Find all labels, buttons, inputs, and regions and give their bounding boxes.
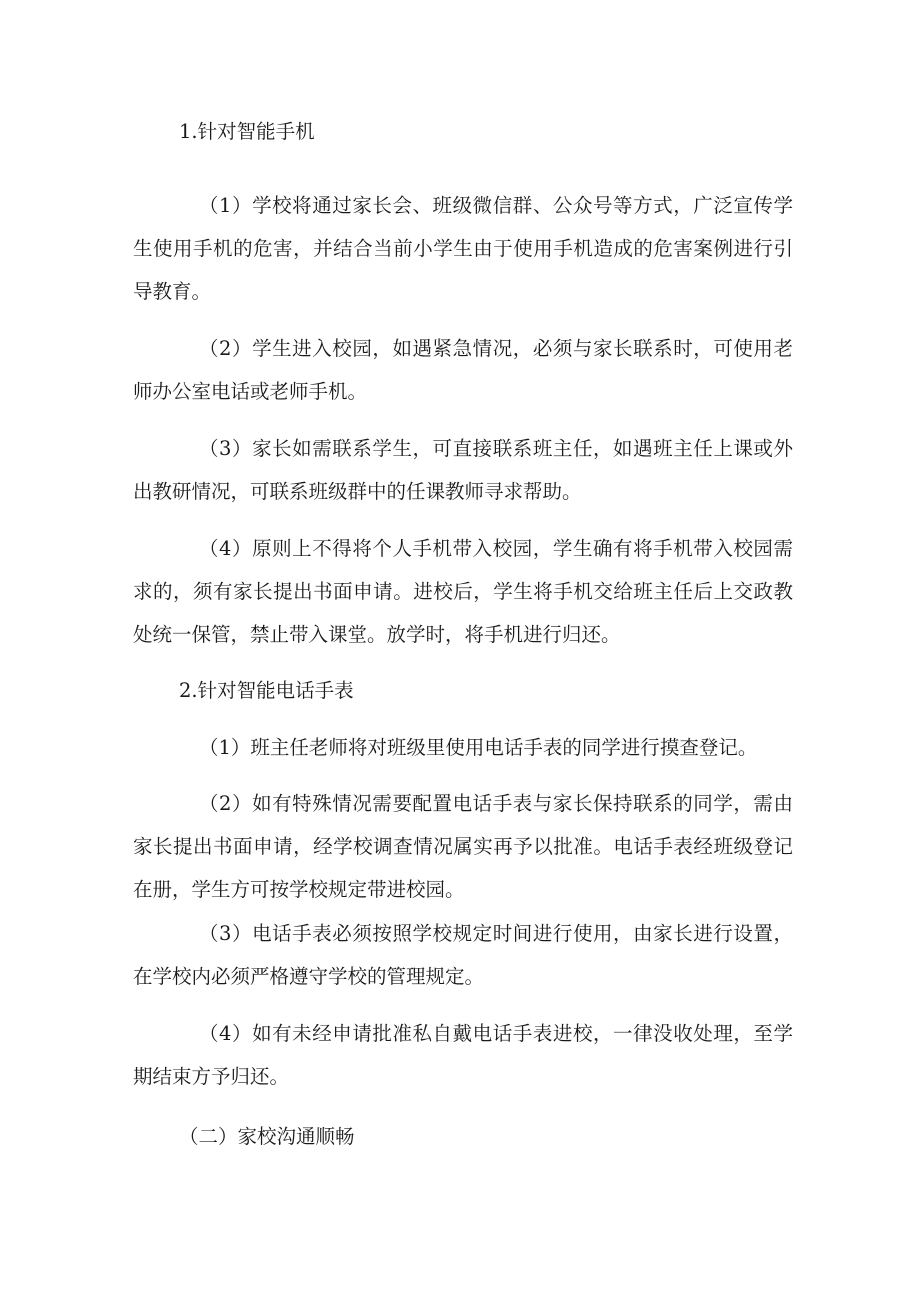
section-heading-smartwatches: 2.针对智能电话手表 bbox=[179, 679, 354, 702]
section-heading-smartphones: 1.针对智能手机 bbox=[179, 120, 315, 143]
paragraph-watch-rule-2: （2）如有特殊情况需要配置电话手表与家长保持联系的同学，需由家长提出书面申请，经学校调查情况属实再予以批准。电话手表经班级登记在册，学生方可按学校规定带进校园。 bbox=[133, 792, 793, 901]
paragraph-watch-rule-1: （1）班主任老师将对班级里使用电话手表的同学进行摸查登记。 bbox=[199, 736, 758, 759]
paragraph-phone-rule-4: （4）原则上不得将个人手机带入校园，学生确有将手机带入校园需求的，须有家长提出书面申请。进校后，学生将手机交给班主任后上交政教处统一保管，禁止带入课堂。放学时，将手机进行归还。 bbox=[133, 537, 793, 646]
paragraph-watch-rule-4: （4）如有未经申请批准私自戴电话手表进校，一律没收处理，至学期结束方予归还。 bbox=[133, 1022, 793, 1088]
section-heading-home-school-communication: （二）家校沟通顺畅 bbox=[179, 1125, 355, 1148]
paragraph-watch-rule-3: （3）电话手表必须按照学校规定时间进行使用，由家长进行设置，在学校内必须严格遵守学校的管理规定。 bbox=[133, 922, 793, 988]
paragraph-phone-rule-2: （2）学生进入校园，如遇紧急情况，必须与家长联系时，可使用老师办公室电话或老师手机。 bbox=[133, 337, 793, 403]
paragraph-phone-rule-3: （3）家长如需联系学生，可直接联系班主任，如遇班主任上课或外出教研情况，可联系班级群中的任课教师寻求帮助。 bbox=[133, 437, 793, 503]
paragraph-phone-rule-1: （1）学校将通过家长会、班级微信群、公众号等方式，广泛宣传学生使用手机的危害，并结合当前小学生由于使用手机造成的危害案例进行引导教育。 bbox=[133, 194, 793, 303]
